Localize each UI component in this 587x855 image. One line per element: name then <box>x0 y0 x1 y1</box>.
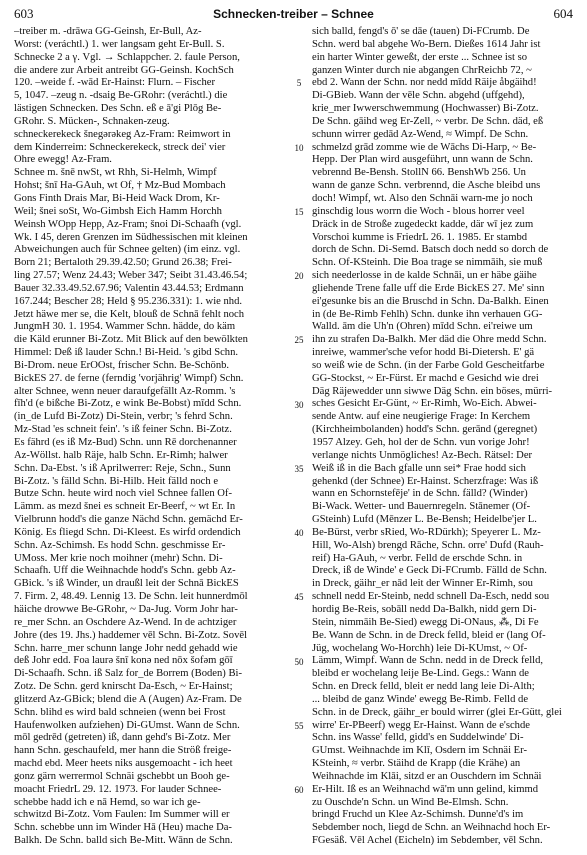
text-line: Schn. Of-KSteinh. Die Boa trage se nimmāih, sie muß <box>312 257 543 269</box>
line-number: 10 <box>294 142 304 153</box>
text-line: Walld. ām die Uh'n (Ohren) mīdd Schn. ei'reiwe um <box>312 321 533 333</box>
running-head: Schnecken-treiber – Schnee <box>213 7 374 21</box>
text-line: Az-Wöllst. halb Räje, halb Schn. Er-Rimh; halwer <box>14 449 228 461</box>
text-line: UMoss. Mer krie noch moihner (mehr) Schn. Di- <box>14 552 223 564</box>
text-line: Weihnachde im Klāi, sitzd er an Ouschdern im Schnäi <box>312 770 542 782</box>
text-line: schneckerekeck šnegərəkeg Az-Fram: Reimwort in <box>14 128 231 140</box>
text-line: mōl gedrēd (getreten) iß, dann gehd's Bi-Zotz. Mer <box>14 732 231 744</box>
text-line: 167.244; Bescher 28; Held § 95.236.331): 1. wie nhd. <box>14 295 243 307</box>
text-line: ihn zu strafen Da-Balkh. Mer däd die Ohre medd Schn. <box>312 334 547 346</box>
text-line: wann de ganze Schn. verbrennd, die Asche bleibd uns <box>312 180 541 192</box>
text-line: Schn. harre_mer schunn lange Johr nedd gehadd wie <box>14 642 238 654</box>
text-line: dem Kinderreim: Schneckerekeck, streck dei' vier <box>14 141 226 153</box>
text-line: hann Schn. geschaufeld, mer hann die Ströß freige- <box>14 745 232 757</box>
line-number: 15 <box>294 206 304 217</box>
text-line: in (de Be-Rimb Fehlh) Schn. dunke ihn verhauen GG- <box>312 308 543 320</box>
text-line: wirre' Er-PBeerf) wegg Er-Hainst. Wann de e'schde <box>312 719 530 731</box>
text-line: schunn wirrer gedād Az-Wend, ≈ Wimpf. De Schn. <box>312 128 529 140</box>
text-line: JungmH 30. 1. 1954. Wammer Schn. hädde, do käm <box>14 321 236 333</box>
text-line: Schn. blihd es wird bald schneien (wenn bei Frost <box>14 706 226 718</box>
text-line: KSteinh, ≈ verbr. Stäihd de Krapp (die Krähe) an <box>312 758 521 770</box>
line-number: 25 <box>294 335 304 346</box>
text-line: ... bleibd de ganz Winde' ewegg Be-Rimb. Felld de <box>312 693 529 705</box>
line-number: 30 <box>294 399 304 410</box>
text-line: Es fährd (es iß Mz-Bud) Schn. unn Rē dorchenanner <box>14 437 237 448</box>
text-line: zu Ouschde'n Schn. un Wind Be-Elmsh. Schn. <box>312 796 509 808</box>
text-line: Butze Schn. heute wird noch viel Schnee fallen Of- <box>14 488 232 500</box>
text-line: alter Schnee, wenn neuer daraufgefällt Az-Romm. 's <box>14 385 236 397</box>
text-line: gehenkd (der Schnee) Er-Hainst. Scherzfrage: Was iß <box>312 475 539 487</box>
text-line: bringd Fruchd un Klee Az-Schimsh. Dunne'd's im <box>312 809 524 821</box>
text-line: Schnecke 2 a γ. Vgl. → Schlappcher. 2. faule Person, <box>14 51 240 63</box>
line-number: 35 <box>294 463 304 474</box>
text-line: Bi-Zotz. 's fälld Schn. Bi-Hilb. Heit fälld noch e <box>14 475 219 487</box>
text-line: Schn. ins Wasse' felld, gidd's en Suddelwinde' Di- <box>312 732 524 744</box>
text-line: sich balld, fengd's ō' se dāe (tauen) Di-FCrumb. De <box>312 26 530 37</box>
text-line: ganzen Winter durch nie abgangen ChrReichb 72, ~ <box>312 64 532 76</box>
text-line: Di-Schaafh. Schn. iß Salz for_de Borrem (Boden) Bi- <box>14 668 243 680</box>
text-line: ein harter Winter geweßt, der erste ... Schnee ist so <box>312 51 528 63</box>
text-line: Vorschoi kumme is FriedrL 26. 1. 1985. Er stambd <box>312 231 528 243</box>
text-line: Er-Hilt. Iß es an Weihnachd wā'm unn gelind, kimmd <box>312 783 539 795</box>
page-header <box>14 6 573 24</box>
text-line: fīh'd (e bißche Bi-Zotz, e wink Be-Bobst) mīdd Schn. <box>14 398 242 410</box>
text-line: FGesäß. Vēl Achel (Eicheln) im Sebdember, vēl Schn. <box>312 835 543 847</box>
text-line: Be. Wann de Schn. in de Dreck felld, bleid er (lang Of- <box>312 629 546 641</box>
text-line: Mz-Stad 'es schneit fein'. 's iß feiner Schn. Bi-Zotz. <box>14 424 232 436</box>
text-line: verlange nichts Unmögliches! Az-Bech. Rätsel: Der <box>312 449 533 461</box>
text-line: schwitzd Bi-Zotz. Vom Faulen: Im Summer will er <box>14 809 230 821</box>
text-line: häiche drowwe Be-GRohr, ~ Da-Jug. Vorm Johr har- <box>14 603 238 615</box>
text-line: re_mer Schn. an Oschdere Az-Wend. In de achtziger <box>14 616 237 628</box>
text-line: Wk. I 45, deren Grenzen im Südhessischen mit kleinen <box>14 231 248 243</box>
text-line: Hepp. Der Plan wird ausgeführt, unn wann de Schn. <box>312 154 533 166</box>
text-line: bleibd er wochelang leije Be-Lind. Gegs.: Wann de <box>312 668 529 680</box>
text-line: Schaafh. Uff die Weihnachde hodd's Schn. gebb Az- <box>14 565 236 577</box>
text-line: 1957 Alzey. Geh, hol der de Schn. vun vorige Johr! <box>312 437 530 448</box>
text-line: Weinsh WOpp Hepp, Az-Fram; šnoi Di-Schaafh (vgl. <box>14 218 242 230</box>
text-line: Be-Bürst, verbr sRied, Wo-RDürkh); Speyerer L. Mz- <box>312 526 541 538</box>
line-number: 40 <box>294 528 304 539</box>
text-line: dorch de Schn. Di-Semd. Batsch doch nedd so dorch de <box>312 244 549 256</box>
text-line: sende Antw. auf eine neugierige Frage: In Kerchem <box>312 411 531 423</box>
text-line: Haufenwolken aufziehen) Di-GUmst. Wann de Schn. <box>14 719 240 731</box>
text-line: 7. Firm. 2, 48.49. Lennig 13. De Schn. leit hunnerdmōl <box>14 591 248 603</box>
text-line: Ohre eweggǃ Az-Fram. <box>14 154 112 166</box>
text-line: vebrennd Be-Bensh. StollN 66. BenshWb 256. Un <box>312 167 526 179</box>
line-number: 5 <box>296 78 302 89</box>
text-line: Stein, nimmāih Be-Sied) ewegg Di-ONaus, ⁂, Di Fe <box>312 616 539 628</box>
text-line: König. Es fliegd Schn. Di-Kleest. Es wirfd ordendich <box>14 526 241 538</box>
text-line: 120. –weide f. -wād Er-Hainst: Flurn. – Fischer <box>14 77 216 89</box>
text-line: ginschdig lous worrn die Woch - blous horrer veel <box>312 205 525 217</box>
text-line: GSteinh) Lufd (Mēnzer L. Be-Bensh; Heidelbe'jer L. <box>312 514 537 526</box>
text-line: Bi-Wack. Wetter- und Bauernregeln. Stānemer (Of- <box>312 501 531 513</box>
text-line: Schn. werd bal abgehe Wo-Bern. Dießes 1614 Jahr ist <box>312 38 541 50</box>
text-line: Gons Finth Drais Mar, Bi-Heid Wack Drom, Kr- <box>14 192 220 204</box>
text-line: Vielbrunn hodd's die ganze Nächd Schn. gemächd Er- <box>14 514 243 526</box>
text-line: deß Johr edd. Foa laurə šnī konə ned nōx šofəm gōī <box>14 655 233 667</box>
text-line: GG-Stockst, ~ Er-Fürst. Er machd e Gesichd wie drei <box>312 372 539 384</box>
text-line: reif) Ha-GAuh, ~ verbr. Felld de erschde Schn. in <box>312 552 523 564</box>
text-line: gonz gärn werrermol Schnäi gschebbt un Booh ge- <box>14 770 230 782</box>
text-line: ebd 2. Wann der Schn. nor nedd mīdd Räije åbgäihd! <box>312 77 537 89</box>
text-line: Lämm. as mezd šnei es schneit Er-Beerf, ~ wt Er. In <box>14 501 236 513</box>
text-line: Born 21; Bertaloth 29.39.42.50; Grund 26.38; Frei- <box>14 257 232 269</box>
text-line: Schn. schebbe unn im Winder Hā (Heu) mache Da- <box>14 822 232 834</box>
text-line: Däg Räjewedder unn siwwe Däg Schn. ein böses, mürri- <box>312 385 553 397</box>
text-line: Schn. en Dreck felld, bleit er nedd lang leie Di-Alth; <box>312 681 535 693</box>
text-line: Sebdember noch, liegd de Schn. an Weihnachd hoch Er- <box>312 822 551 834</box>
text-line: hordig Be-Reis, sobāll nedd Da-Balkh, nidd gern Di- <box>312 603 537 615</box>
text-line: Schn. in de Dreck, gäihr_er bould wirrer (glei Er-Gütt, glei <box>312 706 562 718</box>
text-line: Dreck, iß de Winde' e Geck Di-FCrumb. Fälld de Schn. <box>312 565 547 577</box>
text-line: Johre (des 19. Jhs.) haddemer vēl Schn. Bi-Zotz. Sovēl <box>14 629 248 641</box>
left-column <box>14 26 280 848</box>
text-line: Bi-Drom. neue ErOOst, frischer Schn. Be-Schönb. <box>14 359 230 371</box>
text-line: lästigen Schnecken. Des Schn. eß e ā'gi Plōg Be- <box>14 103 222 115</box>
line-number: 60 <box>294 785 304 796</box>
text-line: (Kirchheimbolanden) hodd's Schn. gerānd (geregnet) <box>312 424 538 436</box>
text-line: Weiß iß in die Bach gfalle unn sei* Frae hodd sich <box>312 462 526 474</box>
text-line: GUmst. Weihnachde im Klī, Osdern im Schnäi Er- <box>312 745 527 757</box>
text-line: sches Gesicht Er-Günt, ~ Er-Rimh, Wo-Eich. Abwei- <box>312 398 537 410</box>
text-line: wann en Schornstefēje' in de Schn. fälld? (Winder) <box>312 488 528 500</box>
text-line: schebbe hadd ich e nā Hemd, so war ich ge- <box>14 796 201 808</box>
text-line: schnell nedd Er-Steinb, nedd schnell Da-Esch, nedd sou <box>312 591 550 603</box>
text-line: Schnee m. šnē nwSt, wt Rhh, Si-Helmh, Wimpf <box>14 167 217 179</box>
text-line: ei'gesunke bis an die Bruschd in Schn. Da-Balkh. Einen <box>312 295 549 307</box>
page-number-left: 603 <box>14 6 34 21</box>
text-line: inreiwe, wammer'sche vefor hodd Bi-Dietersh. E' gä <box>312 347 535 359</box>
text-line: moacht FriedrL 29. 12. 1973. For lauder Schnee- <box>14 783 222 795</box>
text-line: Jetzt häwe mer se, die Kelt, blouß de Schnā fehlt noch <box>14 308 245 320</box>
text-line: Jüg, wochelang Wo-Horchh) leie Di-KUmst, ~ Of- <box>312 642 528 654</box>
line-number: 50 <box>294 656 304 667</box>
text-line: gliehende Trene falle uff die Erde BickES 27. Me' sinn <box>312 282 545 294</box>
text-line: GRohr. S. Mücken-, Schnaken-zeug. <box>14 115 170 127</box>
text-line: Hill, Wo-Alsh) brengd Rāche, Schn. orre' Dufd (Rauh- <box>312 539 544 551</box>
text-line: Himmel: Deß iß lauder Schn.! Bi-Heid. 's gibd Schn. <box>14 347 239 359</box>
text-line: die Käld erunner Bi-Zotz. Mit Blick auf den bewölkten <box>14 334 248 346</box>
text-line: sich neederlosse in de kalde Schnāi, un er häbe gäihe <box>312 270 537 282</box>
text-line: Dräck in de Stroße zugedeckt kadde, där wī jez zum <box>312 218 534 230</box>
text-line: De Schn. gāihd weg Er-Zell, ~ verbr. De Schn. däd, eß <box>312 115 544 127</box>
text-line: machd ebd. Meer heets niks ausgemoacht - ich heet <box>14 758 233 770</box>
line-number: 45 <box>294 592 304 603</box>
text-line: Bauer 32.33.49.52.67.96; Valentin 43.44.53; Erdmann <box>14 282 244 294</box>
text-line: Di-GBieb. Wann der vēle Schn. abgehd (uffgehd), <box>312 90 525 102</box>
text-line: ling 27.57; Wenz 24.43; Weber 347; Seibt 31.43.46.54; <box>14 270 248 282</box>
text-line: GBick. 's iß Winder, un draußl leit der Schnā BickES <box>14 578 239 590</box>
text-line: Hohst; šnī Ha-GAuh, wt Of, † Mz-Bud Mombach <box>14 180 226 192</box>
text-line: krie_mer Iwwerschwemmung (Hochwasser) Bi-Zotz. <box>312 103 539 115</box>
text-line: doch! Wimpf, wt. Also den Schnāi warn-me jo noch <box>312 192 533 204</box>
text-line: schmelzd grād zomme wie de Wāchs Di-Harp, ~ Be- <box>312 141 537 153</box>
right-column <box>312 26 574 848</box>
text-line: (in_de Lufd Bi-Zotz) Di-Stein, verbr; 's fehrd Schn. <box>14 411 233 423</box>
text-line: 5, 1047. –zeug n. -dsaig Be-GRohr: (veráchtl.) die <box>14 90 228 102</box>
text-line: Weil; šnei soSt, Wo-Gimbsh Eich Hamm Horchh <box>14 205 222 217</box>
line-number: 55 <box>294 720 304 731</box>
text-line: BickES 27. de ferne (ferndig 'vorjährig' Wimpf) Schn. <box>14 372 244 384</box>
text-line: Worst: (veráchtl.) 1. wer langsam geht Er-Bull. S. <box>14 38 225 50</box>
text-line: Schn. Da-Ebst. 's iß Aprilwerrer: Reje, Schn., Sunn <box>14 462 231 474</box>
text-line: die andere zur Arbeit antreibt GG-Geinsh. KochSch <box>14 64 234 76</box>
text-line: Balkh. De Schn. balld sich Be-Mitt. Wānn de Schn. <box>14 835 233 847</box>
text-line: Lämm, Wimpf. Wann de Schn. nedd in de Dreck felld, <box>312 655 544 667</box>
text-line: Schn. Az-Schimsh. Es hodd Schn. geschmisse Er- <box>14 539 226 551</box>
page-number-right: 604 <box>553 6 573 21</box>
text-line: so weiß wie de Schn. (in der Farbe Gold Gescheitfarbe <box>312 359 545 371</box>
text-line: in Dreck, gäihr_er nād leit der Winner Er-Rimh, sou <box>312 578 533 590</box>
text-line: Abweichungen auch für Schnee gelten) (im einz. vgl. <box>14 244 241 256</box>
line-number: 20 <box>294 271 304 282</box>
text-line: glitzerd Az-GBick; blend die A (Augen) Az-Fram. De <box>14 693 242 705</box>
text-line: Zotz. De Schn. gerd knirscht Da-Esch, ~ Er-Hainst; <box>14 681 233 693</box>
text-line: –treiber m. -drāwa GG-Geinsh, Er-Bull, Az- <box>14 26 202 37</box>
